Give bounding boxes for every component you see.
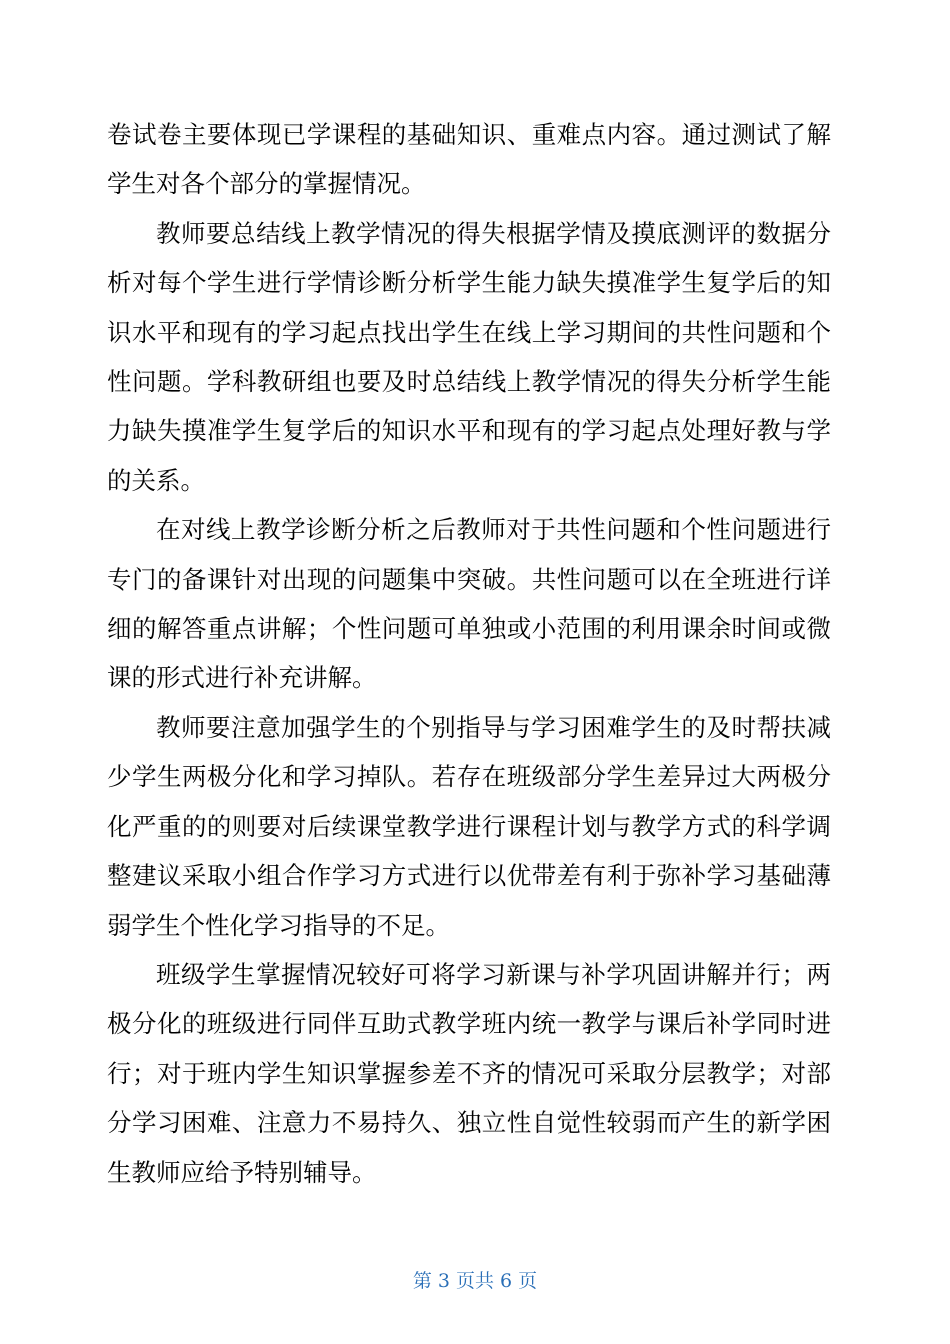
document-body [107,110,831,1197]
paragraph: 在对线上教学诊断分析之后教师对于共性问题和个性问题进行专门的备课针对出现的问题集中突破。共性问题可以在全班进行详细的解答重点讲解；个性问题可单独或小范围的利用课余时间或微课的形式进行补充讲解。 [107,515,831,693]
paragraph: 教师要注意加强学生的个别指导与学习困难学生的及时帮扶减少学生两极分化和学习掉队。若存在班级部分学生差异过大两极分化严重的的则要对后续课堂教学进行课程计划与教学方式的科学调整建议采取小组合作学习方式进行以优带差有利于弥补学习基础薄弱学生个性化学习指导的不足。 [107,712,831,940]
paragraph-continuation: 卷试卷主要体现已学课程的基础知识、重难点内容。通过测试了解学生对各个部分的掌握情况。 [107,120,831,199]
page-number-footer: 第 3 页共 6 页 [412,1270,538,1292]
paragraph: 教师要总结线上教学情况的得失根据学情及摸底测评的数据分析对每个学生进行学情诊断分析学生能力缺失摸准学生复学后的知识水平和现有的学习起点找出学生在线上学习期间的共性问题和个性问题。学科教研组也要及时总结线上教学情况的得失分析学生能力缺失摸准学生复学后的知识水平和现有的学习起点处理好教与学的关系。 [107,218,831,495]
paragraph: 班级学生掌握情况较好可将学习新课与补学巩固讲解并行；两极分化的班级进行同伴互助式教学班内统一教学与课后补学同时进行；对于班内学生知识掌握参差不齐的情况可采取分层教学；对部分学习困难、注意力不易持久、独立性自觉性较弱而产生的新学困生教师应给予特别辅导。 [107,959,831,1187]
